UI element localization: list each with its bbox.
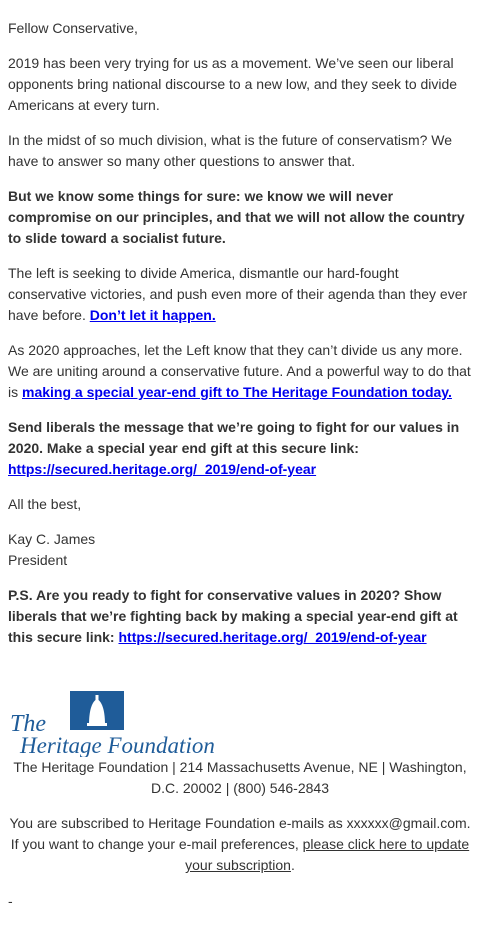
subscription-text: You are subscribed to Heritage Foundation e-mails as xxxxxx@gmail.com. If you want to change your e-mail preferences, xyxy=(9,815,471,852)
paragraph-5-text: As 2020 approaches, let the Left know that they can’t divide us any more. We are uniting around a conservative future. And a powerful way to do that is xyxy=(8,342,471,400)
signature xyxy=(8,529,472,571)
paragraph-2: In the midst of so much division, what is the future of conservatism? We have to answer so many other questions to answer that. xyxy=(8,132,453,169)
heritage-logo[interactable] xyxy=(8,691,472,757)
paragraph-4 xyxy=(8,263,472,326)
ps-secure-link[interactable]: https://secured.heritage.org/_2019/end-of-year xyxy=(118,629,427,645)
dont-let-it-happen-link[interactable]: Don’t let it happen. xyxy=(89,307,216,323)
paragraph-5 xyxy=(8,340,472,403)
paragraph-1: 2019 has been very trying for us as a movement. We’ve seen our liberal opponents bring national discourse to a new low, and they seek to divide Americans at every turn. xyxy=(8,55,458,113)
greeting: Fellow Conservative, xyxy=(8,20,138,36)
postscript-text: P.S. Are you ready to fight for conservative values in 2020? Show liberals that we’re fighting back by making a special year-end gift at this secure link: xyxy=(8,587,458,645)
liberty-bell-icon xyxy=(70,691,124,730)
subscription-end: . xyxy=(290,857,295,873)
footer xyxy=(8,757,472,876)
postscript xyxy=(8,585,472,648)
paragraph-6-text: Send liberals the message that we’re going to fight for our values in 2020. Make a special year end gift at this secure link: xyxy=(8,419,460,456)
update-subscription-link[interactable]: please click here to update your subscription xyxy=(185,836,470,873)
logo-name-text: Heritage Foundation xyxy=(20,733,215,757)
signer-name: Kay C. James xyxy=(8,531,96,547)
paragraph-6 xyxy=(8,417,472,480)
paragraph-4-text: The left is seeking to divide America, dismantle our hard-fought conservative victories, and push even more of their agenda than they ever have before. xyxy=(8,265,468,323)
logo-the-text: The xyxy=(10,711,46,737)
secure-link[interactable]: https://secured.heritage.org/_2019/end-of-year xyxy=(8,461,317,477)
year-end-gift-link[interactable]: making a special year-end gift to The Heritage Foundation today. xyxy=(22,384,452,400)
signer-title: President xyxy=(8,552,68,568)
heritage-logo-svg xyxy=(8,691,238,757)
footer-subscription xyxy=(8,813,472,876)
closing: All the best, xyxy=(8,496,82,512)
footer-address: The Heritage Foundation | 214 Massachusetts Avenue, NE | Washington, D.C. 20002 | (800) 546-2843 xyxy=(13,759,467,796)
paragraph-3: But we know some things for sure: we know we will never compromise on our principles, and that we will not allow the country to slide toward a socialist future. xyxy=(8,188,465,246)
footer-dash: - xyxy=(8,893,13,909)
